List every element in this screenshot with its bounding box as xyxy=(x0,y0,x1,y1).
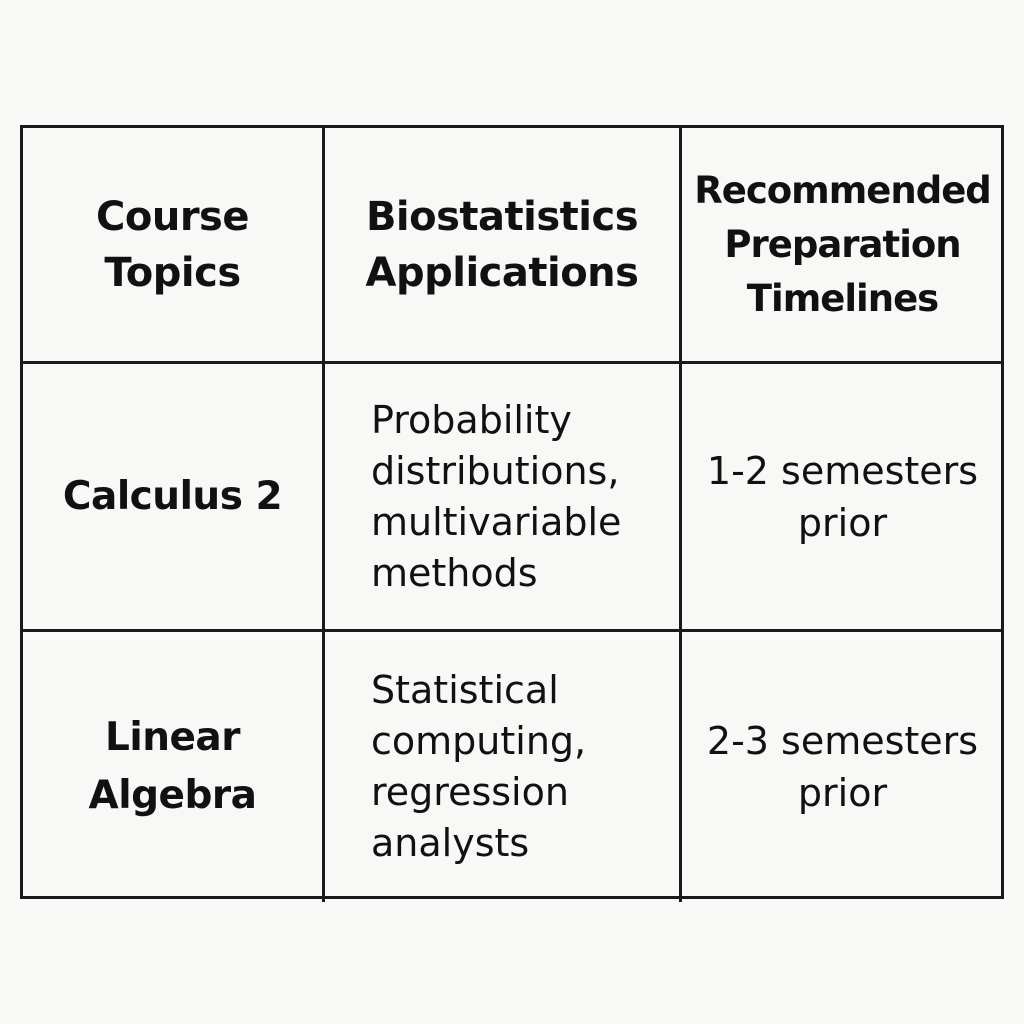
header-course-topics: Course Topics xyxy=(23,128,325,364)
header-recommended-preparation-timelines: Recommended Preparation Timelines xyxy=(682,128,1003,364)
row-course-linear-algebra: Linear Algebra xyxy=(23,632,325,902)
row-application-linear-algebra: Statistical computing, regression analysts xyxy=(325,632,682,902)
row-timeline-calculus-2: 1-2 semesters prior xyxy=(682,364,1003,632)
course-table xyxy=(20,125,1004,899)
row-application-calculus-2: Probability distributions, multivariable methods xyxy=(325,364,682,632)
header-biostatistics-applications: Biostatistics Applications xyxy=(325,128,682,364)
row-timeline-linear-algebra: 2-3 semesters prior xyxy=(706,719,979,815)
row-course-calculus-2: Calculus 2 xyxy=(23,364,325,632)
